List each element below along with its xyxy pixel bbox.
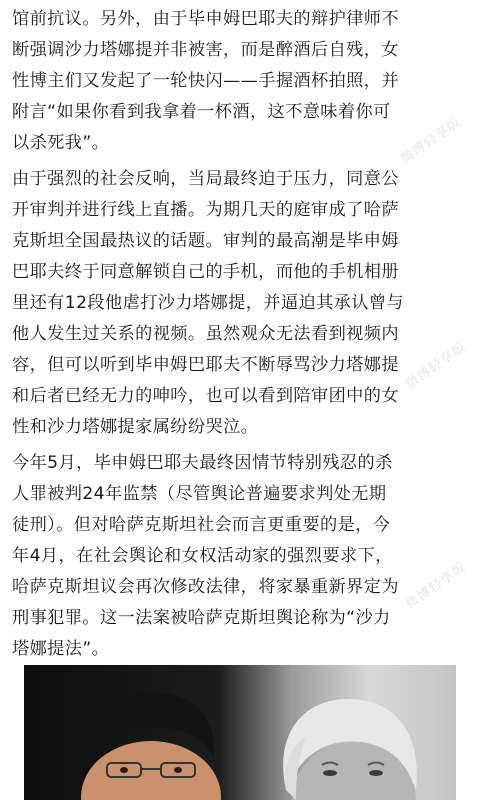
portrait-left bbox=[81, 693, 221, 800]
article-paragraph: 今年5月，毕申姆巴耶夫最终因情节特别残忍的杀 人罪被判24年监禁（尽管舆论普遍要求判处无期 徒刑）。但对哈萨克斯坦社会而言更重要的是，今 年4月，在社会舆论和女权活动家的强烈要求下， 哈萨克斯坦议会再次修改法律，将家暴重新界定为 刑事犯罪。这一法案被哈萨克斯坦舆论称为“沙力 塔娜提法”。 bbox=[12, 453, 399, 659]
watermark-text: 微博轻享版 bbox=[398, 114, 465, 168]
portrait-right bbox=[283, 699, 417, 800]
photo-illustration bbox=[24, 665, 456, 800]
article-body bbox=[12, 4, 474, 670]
article-paragraph: 由于强烈的社会反响，当局最终迫于压力，同意公 开审判并进行线上直播。为期几天的庭审成了哈萨 克斯坦全国最热议的话题。审判的最高潮是毕申姆 巴耶夫终于同意解锁自己的手机，而他的手机相册 里还有12段他虐打沙力塔娜提，并逼迫其承认曾与 他人发生过关系的视频。虽然观众无法看到视频内 容，但可以听到毕申姆巴耶夫不断辱骂沙力塔娜提 和后者已经无力的呻吟，也可以看到陪审团中的女 性和沙力塔娜提家属纷纷哭泣。 bbox=[12, 169, 405, 437]
article-photo[interactable] bbox=[24, 665, 456, 800]
watermark-text: 微博轻享版 bbox=[403, 339, 470, 393]
article-paragraph: 馆前抗议。另外，由于毕申姆巴耶夫的辩护律师不 断强调沙力塔娜提并非被害，而是醉酒后自残，女 性博主们又发起了一轮快闪——手握酒杯拍照，并 附言“如果你看到我拿着一杯酒，这不意味着你可 以杀死我”。 bbox=[12, 9, 399, 153]
watermark-text: 微博轻享版 bbox=[403, 559, 470, 613]
